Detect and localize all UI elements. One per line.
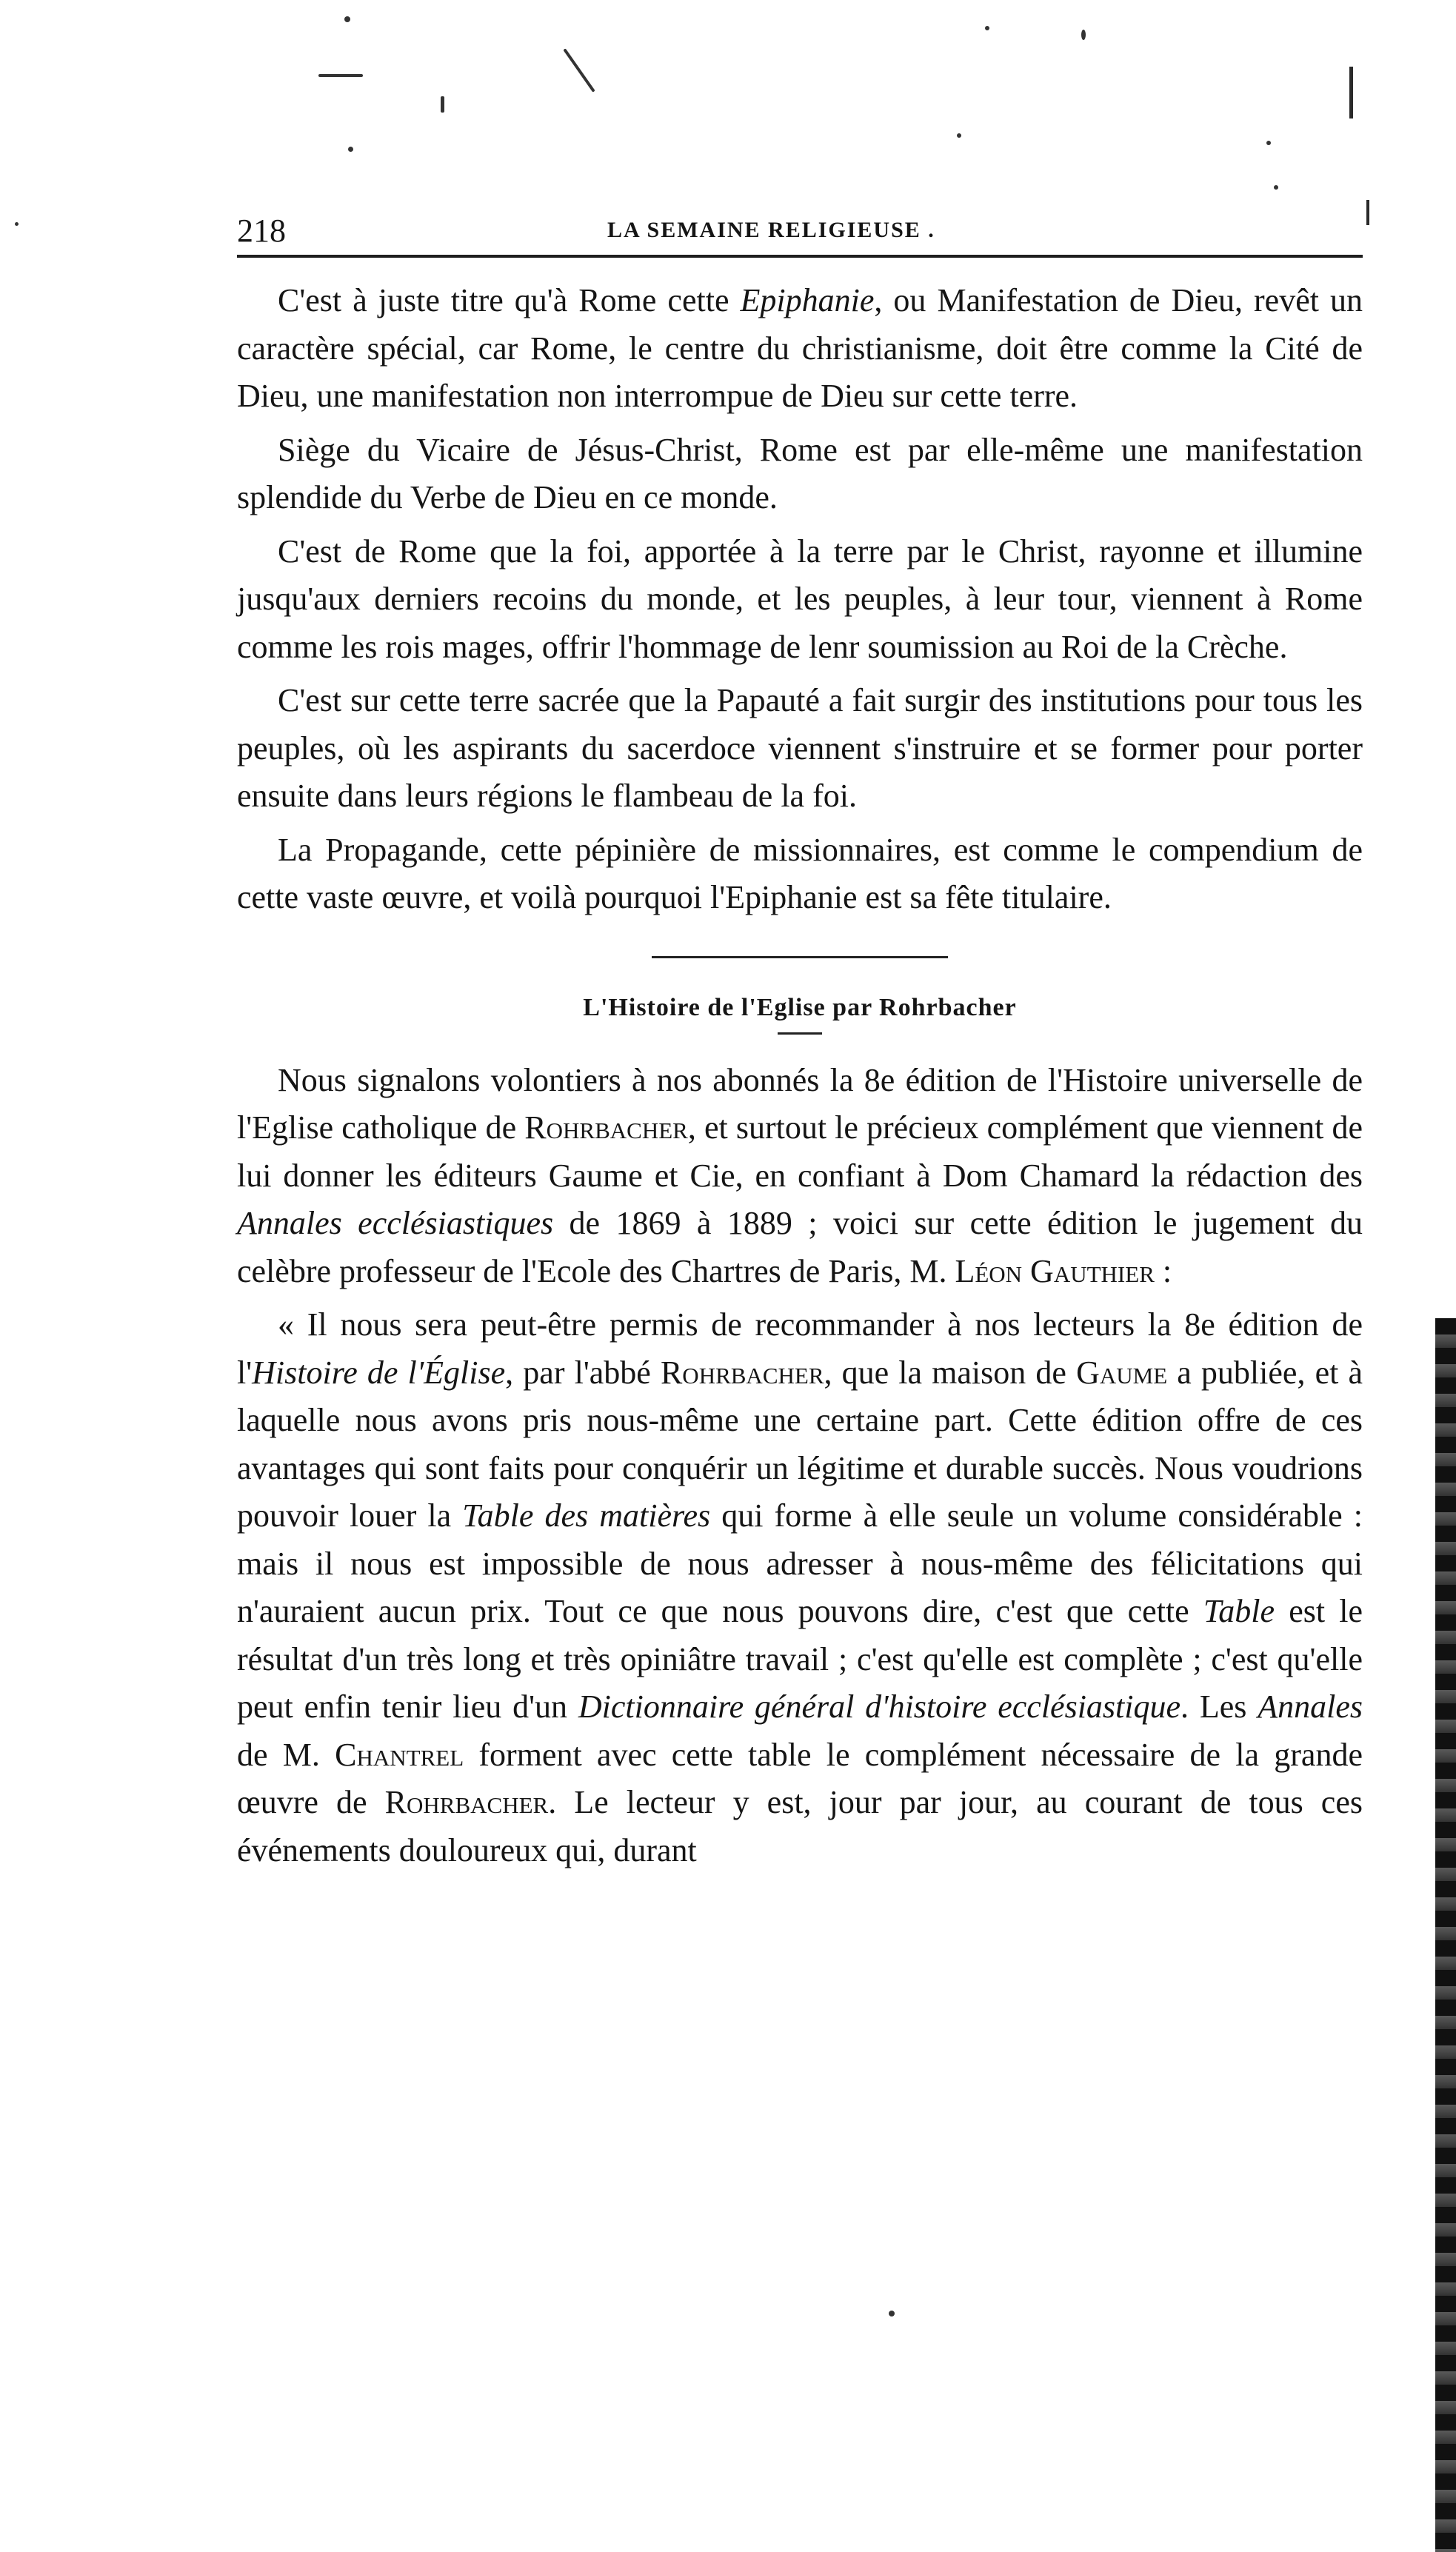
section-divider (652, 956, 948, 958)
article-paragraph-1: Nous signalons volontiers à nos abonnés la 8e édition de l'Histoire universelle de l'Eglise catholique de Rohrbacher, et surtout le précieux complément que viennent de lui donner les éditeurs Gaume et Cie, en confiant à Dom Chamard la rédaction des Annales ecclésiastiques de 1869 à 1889 ; voici sur cette édition le jugement du celèbre professeur de l'Ecole des Chartres de Paris, M. Léon Gauthier : (237, 1061, 1363, 1289)
epiphany-paragraph-3: C'est de Rome que la foi, apportée à la terre par le Christ, rayonne et illumine jusqu'aux derniers recoins du monde, et les peuples, à leur tour, viennent à Rome comme les rois mages, offrir l'hommage de lenr soumission au Roi de la Crèche. (237, 532, 1363, 665)
article-title: L'Histoire de l'Eglise par Rohrbacher (583, 993, 1017, 1021)
critic-name: Léon Gauthier (955, 1252, 1155, 1289)
scan-speck (889, 2311, 895, 2316)
emphasis-epiphanie: Epiphanie (740, 282, 875, 318)
running-head (237, 207, 1363, 258)
page-body (237, 207, 1363, 1880)
emphasis-annales: Annales ecclésiastiques (237, 1205, 554, 1241)
scan-edge (1435, 1318, 1456, 2552)
scan-speck (957, 133, 961, 138)
scan-speck (441, 96, 444, 113)
epiphany-paragraph-2: Siège du Vicaire de Jésus-Christ, Rome est par elle-même une manifestation splendide du Verbe de Dieu en ce monde. (237, 431, 1363, 515)
scan-speck (1081, 30, 1086, 40)
epiphany-paragraph-4: C'est sur cette terre sacrée que la Papauté a fait surgir des institutions pour tous les peuples, où les aspirants du sacerdoce viennent s'instruire et se former pour porter ensuite dans leurs régions le flambeau de la foi. (237, 682, 1363, 814)
scan-speck (985, 26, 989, 30)
page-number: 218 (237, 213, 286, 249)
author-name: Rohrbacher (524, 1109, 688, 1146)
scan-speck (348, 147, 353, 152)
article-paragraph-2: « Il nous sera peut-être permis de recommander à nos lecteurs la 8e édition de l'Histoire de l'Église, par l'abbé Rohrbacher, que la maison de Gaume a publiée, et à laquelle nous avons pris nous-même une certaine part. Cette édition offre de ces avantages qui sont faits pour conquérir un légitime et durable succès. Nous voudrions pouvoir louer la Table des matières qui forme à elle seule un volume considérable : mais il nous est impossible de nous adresser à nous-même des félicitations qui n'auraient aucun prix. Tout ce que nous pouvons dire, c'est que cette Table est le résultat d'un très long et très opiniâtre travail ; c'est qu'elle est complète ; c'est qu'elle peut enfin tenir lieu d'un Dictionnaire général d'histoire ecclésiastique. Les Annales de M. Chantrel forment avec cette table le complément nécessaire de la grande œuvre de Rohrbacher. Le lecteur y est, jour par jour, au courant de tous ces événements douloureux qui, durant (237, 1306, 1363, 1868)
journal-title: LA SEMAINE RELIGIEUSE . (607, 218, 935, 242)
epiphany-paragraph-5: La Propagande, cette pépinière de missionnaires, est comme le compendium de cette vaste œuvre, et voilà pourquoi l'Epiphanie est sa fête titulaire. (237, 831, 1363, 915)
scan-speck (1274, 185, 1278, 190)
scan-speck (1266, 141, 1271, 145)
scan-speck (563, 48, 595, 93)
epiphany-paragraph-1: C'est à juste titre qu'à Rome cette Epiphanie, ou Manifestation de Dieu, revêt un caractère spécial, car Rome, le centre du christianisme, doit être comme la Cité de Dieu, une manifestation non interrompue de Dieu sur cette terre. (237, 282, 1363, 414)
title-rule (778, 1032, 822, 1035)
scan-speck (15, 222, 19, 226)
side-mark (1349, 67, 1353, 118)
scan-speck (318, 74, 363, 77)
scan-speck (344, 16, 350, 22)
side-mark (1366, 200, 1369, 225)
